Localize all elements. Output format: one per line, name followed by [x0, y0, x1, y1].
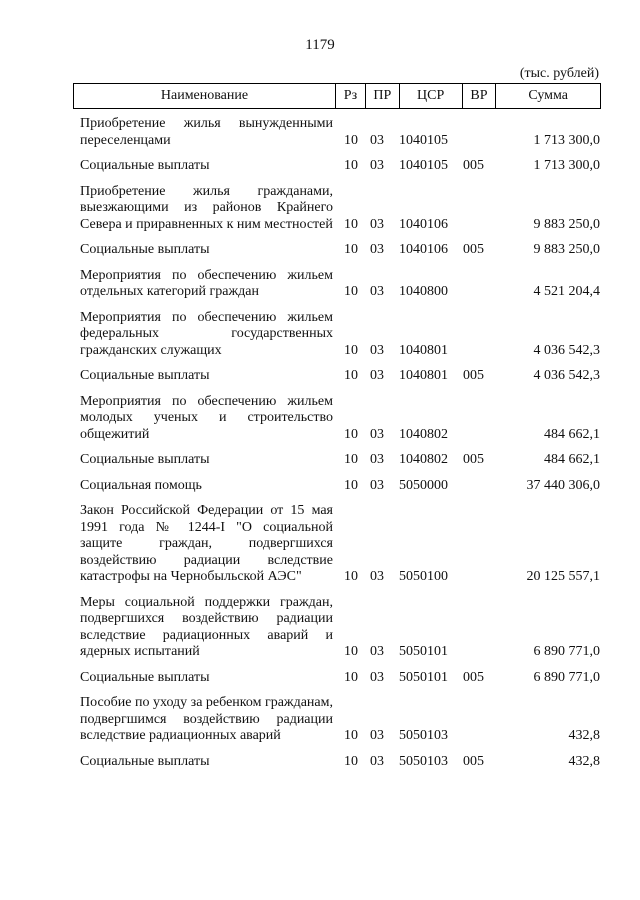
- cell-pr: 03: [370, 477, 384, 493]
- table-header: [73, 83, 601, 109]
- cell-csr: 5050103: [399, 753, 448, 769]
- cell-sum: 4 036 542,3: [533, 368, 600, 383]
- cell-name: Социальные выплаты: [80, 452, 210, 467]
- cell-csr: 1040106: [399, 216, 448, 232]
- cell-sum: 432,8: [568, 728, 600, 743]
- cell-sum: 9 883 250,0: [533, 242, 600, 257]
- cell-name: Социальные выплаты: [80, 158, 210, 173]
- column-header-rz: Рз: [336, 84, 366, 108]
- cell-vr: 005: [463, 158, 484, 173]
- table-row: [80, 452, 600, 469]
- cell-sum: 484 662,1: [544, 452, 600, 467]
- page-number: 1179: [305, 37, 335, 53]
- cell-rz: 10: [344, 158, 358, 173]
- table-row: [80, 116, 600, 149]
- cell-rz: 10: [344, 368, 358, 383]
- cell-pr: 03: [370, 342, 384, 358]
- cell-sum: 1 713 300,0: [533, 158, 600, 173]
- column-header-csr: ЦСР: [400, 84, 463, 108]
- cell-csr: 1040801: [399, 368, 448, 383]
- cell-pr: 03: [370, 753, 384, 769]
- cell-pr: 03: [370, 452, 384, 467]
- cell-sum: 484 662,1: [544, 426, 600, 442]
- units-label: (тыс. рублей): [519, 66, 599, 81]
- cell-rz: 10: [344, 569, 358, 584]
- cell-csr: 5050000: [399, 477, 448, 493]
- cell-rz: 10: [344, 284, 358, 299]
- table-row: [80, 754, 600, 771]
- cell-sum: 20 125 557,1: [526, 569, 600, 584]
- cell-csr: 5050101: [399, 669, 448, 685]
- cell-name: Мероприятия по обеспечению жильем федеральных государственных гражданских служащих: [80, 309, 333, 358]
- cell-csr: 5050103: [399, 728, 448, 743]
- table-row: [80, 184, 600, 234]
- cell-rz: 10: [344, 477, 358, 493]
- cell-sum: 1 713 300,0: [533, 132, 600, 148]
- cell-name: Приобретение жилья гражданами, выезжающими из районов Крайнего Севера и приравненных к ним местностей: [80, 183, 333, 232]
- cell-vr: 005: [463, 753, 484, 769]
- cell-pr: 03: [370, 216, 384, 232]
- table-row: [80, 242, 600, 259]
- cell-name: Закон Российской Федерации от 15 мая 1991 года № 1244-I "О социальной защите граждан, подвергшихся воздействию радиации вследствие катастрофы на Чернобыльской АЭС": [80, 503, 333, 584]
- cell-rz: 10: [344, 242, 358, 257]
- cell-rz: 10: [344, 728, 358, 743]
- cell-csr: 1040802: [399, 426, 448, 442]
- table-row: [80, 310, 600, 360]
- cell-pr: 03: [370, 569, 384, 584]
- cell-name: Социальные выплаты: [80, 368, 210, 383]
- cell-rz: 10: [344, 216, 358, 232]
- table-row: [80, 158, 600, 175]
- cell-name: Социальные выплаты: [80, 669, 210, 685]
- table-row: [80, 368, 600, 385]
- cell-name: Меры социальной поддержки граждан, подвергшихся воздействию радиации вследствие радиационных аварий и ядерных испытаний: [80, 594, 333, 659]
- cell-name: Приобретение жилья вынужденными переселенцами: [80, 116, 333, 148]
- cell-csr: 1040801: [399, 342, 448, 358]
- cell-rz: 10: [344, 342, 358, 358]
- cell-vr: 005: [463, 368, 484, 383]
- table-row: [80, 670, 600, 687]
- cell-csr: 1040802: [399, 452, 448, 467]
- cell-vr: 005: [463, 242, 484, 257]
- cell-csr: 1040105: [399, 158, 448, 173]
- cell-sum: 9 883 250,0: [533, 216, 600, 232]
- table-row: [80, 503, 600, 586]
- cell-pr: 03: [370, 158, 384, 173]
- cell-pr: 03: [370, 669, 384, 685]
- cell-name: Пособие по уходу за ребенком гражданам, подвергшимся воздействию радиации вследствие радиационных аварий: [80, 695, 333, 743]
- column-header-name: Наименование: [74, 84, 336, 108]
- cell-vr: 005: [463, 669, 484, 685]
- column-header-pr: ПР: [366, 84, 400, 108]
- cell-csr: 1040800: [399, 284, 448, 299]
- cell-pr: 03: [370, 368, 384, 383]
- table-row: [80, 695, 600, 745]
- table-row: [80, 595, 600, 661]
- cell-rz: 10: [344, 452, 358, 467]
- cell-sum: 37 440 306,0: [526, 477, 600, 493]
- cell-name: Мероприятия по обеспечению жильем молодых ученых и строительство общежитий: [80, 393, 333, 442]
- cell-csr: 1040105: [399, 132, 448, 148]
- cell-pr: 03: [370, 132, 384, 148]
- cell-name: Мероприятия по обеспечению жильем отдельных категорий граждан: [80, 267, 333, 299]
- cell-rz: 10: [344, 644, 358, 659]
- cell-sum: 4 036 542,3: [533, 342, 600, 358]
- cell-pr: 03: [370, 284, 384, 299]
- cell-pr: 03: [370, 242, 384, 257]
- table-row: [80, 268, 600, 301]
- cell-name: Социальные выплаты: [80, 753, 210, 769]
- cell-csr: 5050101: [399, 644, 448, 659]
- cell-sum: 6 890 771,0: [533, 644, 600, 659]
- cell-rz: 10: [344, 669, 358, 685]
- cell-sum: 6 890 771,0: [533, 669, 600, 685]
- table-row: [80, 394, 600, 444]
- column-header-vr: ВР: [463, 84, 497, 108]
- cell-pr: 03: [370, 426, 384, 442]
- cell-csr: 5050100: [399, 569, 448, 584]
- cell-pr: 03: [370, 644, 384, 659]
- cell-name: Социальные выплаты: [80, 242, 210, 257]
- cell-csr: 1040106: [399, 242, 448, 257]
- cell-rz: 10: [344, 753, 358, 769]
- column-header-sum: Сумма: [528, 88, 569, 103]
- cell-pr: 03: [370, 728, 384, 743]
- cell-rz: 10: [344, 132, 358, 148]
- cell-vr: 005: [463, 452, 484, 467]
- table-body: [80, 116, 600, 779]
- cell-sum: 4 521 204,4: [533, 284, 600, 299]
- table-row: [80, 478, 600, 495]
- cell-sum: 432,8: [568, 753, 600, 769]
- cell-name: Социальная помощь: [80, 477, 202, 493]
- cell-rz: 10: [344, 426, 358, 442]
